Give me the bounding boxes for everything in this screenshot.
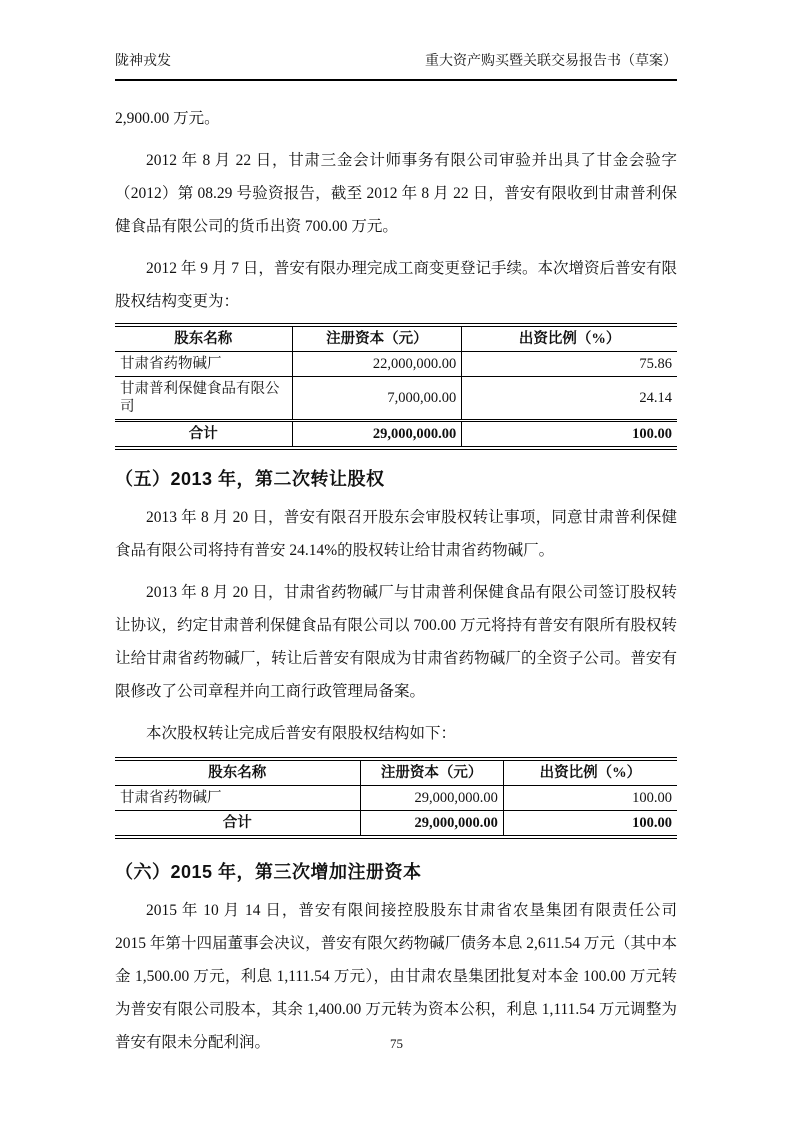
registered-capital-value: 22,000,000.00: [292, 352, 462, 377]
shareholding-table-2013: [115, 757, 677, 839]
contribution-ratio-value: 100.00: [503, 786, 677, 811]
page-number: 75: [390, 1036, 403, 1051]
registered-capital-value: 7,000,00.00: [292, 377, 462, 421]
registered-capital-value: 29,000,000.00: [360, 786, 503, 811]
column-header-shareholder: 股东名称: [115, 325, 292, 352]
paragraph-structure-after-transfer: 本次股权转让完成后普安有限股权结构如下：: [146, 725, 457, 742]
section-heading-6: （六）2015 年，第三次增加注册资本: [115, 862, 422, 882]
paragraph-registration-change: 2012 年 9 月 7 日，普安有限办理完成工商变更登记手续。本次增资后普安有限股权结构变更为：: [115, 260, 677, 310]
paragraph-carryover: 2,900.00 万元。: [115, 110, 220, 127]
header-report-title: 重大资产购买暨关联交易报告书（草案）: [425, 54, 677, 69]
header-company-name: 陇神戎发: [115, 54, 171, 69]
table-header-row: [115, 759, 677, 786]
shareholder-name: 甘肃省药物碱厂: [115, 352, 292, 377]
column-header-contribution-ratio: 出资比例（%）: [462, 325, 677, 352]
running-header: [115, 50, 677, 81]
total-contribution-ratio: 100.00: [462, 421, 677, 449]
shareholder-name: 甘肃普利保健食品有限公司: [115, 377, 292, 421]
column-header-registered-capital: 注册资本（元）: [292, 325, 462, 352]
total-contribution-ratio: 100.00: [632, 815, 672, 831]
column-header-contribution-ratio: 出资比例（%）: [503, 759, 677, 786]
table-row: [115, 786, 677, 811]
contribution-ratio-value: 75.86: [462, 352, 677, 377]
total-registered-capital: 29,000,000.00: [360, 811, 503, 838]
table-header-row: [115, 325, 677, 352]
column-header-registered-capital: 注册资本（元）: [360, 759, 503, 786]
table-row: [115, 352, 677, 377]
table-row: [115, 377, 677, 421]
table-total-row: [115, 421, 677, 449]
paragraph-transfer-agreement: 2013 年 8 月 20 日，甘肃省药物碱厂与甘肃普利保健食品有限公司签订股权转让协议，约定甘肃普利保健食品有限公司以 700.00 万元将持有普安有限所有股权转让给甘肃省药物碱厂，转让后普安有限成为甘肃省药物碱厂的全资子公司。普安有限修改了公司章程并向工商行政管理局备案。: [115, 584, 677, 700]
paragraph-debt-to-equity: 2015 年 10 月 14 日，普安有限间接控股股东甘肃省农垦集团有限责任公司 2015 年第十四届董事会决议，普安有限欠药物碱厂债务本息 2,611.54 万元（其中本金 1,500.00 万元，利息 1,111.54 万元），由甘肃农垦集团批复对本金 100.00 万元转为普安有限公司股本，其余 1,400.00 万元转为资本公积，利息 1,111.54 万元调整为普安有限未分配利润。: [115, 902, 677, 1051]
shareholder-name: 甘肃省药物碱厂: [115, 786, 360, 811]
total-registered-capital: 29,000,000.00: [292, 421, 462, 449]
paragraph-equity-transfer-resolution: 2013 年 8 月 20 日，普安有限召开股东会审股权转让事项，同意甘肃普利保健食品有限公司将持有普安 24.14%的股权转让给甘肃省药物碱厂。: [115, 509, 677, 559]
total-label: 合计: [115, 421, 292, 449]
shareholding-table-2012: [115, 323, 677, 450]
paragraph-capital-verification: 2012 年 8 月 22 日，甘肃三金会计师事务有限公司审验并出具了甘金会验字（2012）第 08.29 号验资报告，截至 2012 年 8 月 22 日，普安有限收到甘肃普利保健食品有限公司的货币出资 700.00 万元。: [115, 152, 677, 235]
total-label: 合计: [222, 815, 252, 831]
table-total-row: [115, 811, 677, 838]
section-heading-5: （五）2013 年，第二次转让股权: [115, 469, 385, 489]
column-header-shareholder: 股东名称: [115, 759, 360, 786]
contribution-ratio-value: 24.14: [462, 377, 677, 421]
